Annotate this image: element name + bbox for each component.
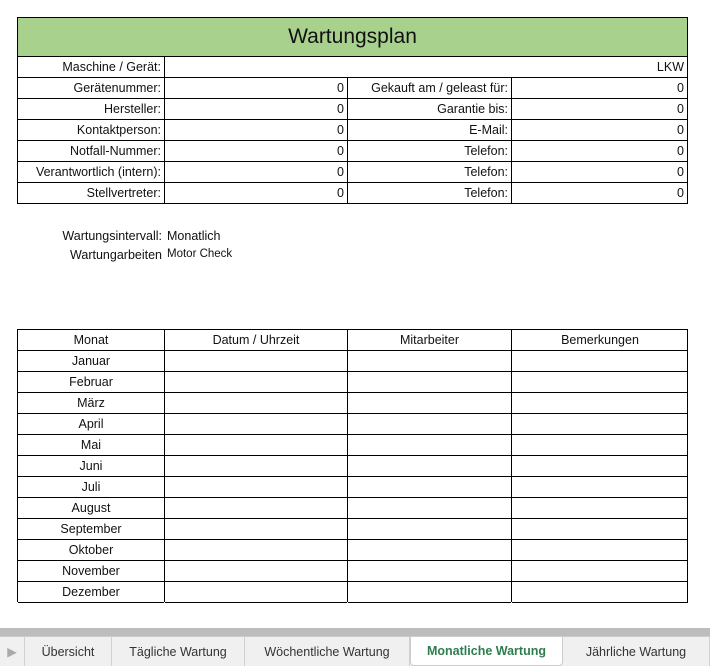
table-cell[interactable]	[512, 498, 688, 519]
table-cell[interactable]	[165, 456, 347, 477]
table-cell[interactable]	[348, 351, 511, 372]
table-cell[interactable]	[348, 582, 511, 603]
table-cell[interactable]	[165, 561, 347, 582]
table-cell[interactable]	[165, 393, 347, 414]
column-header: Monat	[18, 330, 164, 351]
table-cell[interactable]	[165, 372, 347, 393]
table-cell[interactable]	[512, 582, 688, 603]
machine-label: Maschine / Gerät:	[18, 57, 164, 78]
column-header: Mitarbeiter	[348, 330, 511, 351]
work-value[interactable]: Motor Check	[167, 248, 233, 260]
month-cell: April	[18, 414, 164, 435]
table-cell[interactable]	[512, 393, 688, 414]
info-label: Telefon:	[348, 141, 511, 162]
month-cell: August	[18, 498, 164, 519]
info-value[interactable]: 0	[165, 99, 347, 120]
month-cell: März	[18, 393, 164, 414]
table-cell[interactable]	[348, 540, 511, 561]
info-value[interactable]: 0	[165, 183, 347, 204]
info-label: Verantwortlich (intern):	[18, 162, 164, 183]
table-cell[interactable]	[165, 582, 347, 603]
month-cell: Oktober	[18, 540, 164, 561]
table-cell[interactable]	[512, 435, 688, 456]
info-value[interactable]: 0	[512, 78, 687, 99]
border	[687, 57, 688, 204]
info-value[interactable]: 0	[165, 120, 347, 141]
info-value[interactable]: 0	[165, 78, 347, 99]
table-cell[interactable]	[348, 519, 511, 540]
table-cell[interactable]	[348, 498, 511, 519]
table-cell[interactable]	[348, 372, 511, 393]
interval-label: Wartungsintervall:	[62, 229, 162, 243]
table-cell[interactable]	[165, 351, 347, 372]
table-cell[interactable]	[512, 477, 688, 498]
info-value[interactable]: 0	[512, 141, 687, 162]
month-cell: November	[18, 561, 164, 582]
month-cell: Februar	[18, 372, 164, 393]
info-value[interactable]: 0	[165, 162, 347, 183]
info-label: Notfall-Nummer:	[18, 141, 164, 162]
month-cell: Juni	[18, 456, 164, 477]
info-value[interactable]: 0	[512, 99, 687, 120]
scrollbar[interactable]	[0, 628, 710, 636]
info-label: Gerätenummer:	[18, 78, 164, 99]
table-cell[interactable]	[165, 498, 347, 519]
sheet-tab[interactable]: Übersicht	[25, 637, 112, 666]
info-label: Gekauft am / geleast für:	[348, 78, 511, 99]
info-label: Telefon:	[348, 162, 511, 183]
sheet-title[interactable]: Wartungsplan	[17, 17, 688, 57]
sheet-tab[interactable]: Wöchentliche Wartung	[245, 637, 410, 666]
month-cell: Juli	[18, 477, 164, 498]
month-cell: September	[18, 519, 164, 540]
info-label: Telefon:	[348, 183, 511, 204]
info-value[interactable]: 0	[512, 120, 687, 141]
table-cell[interactable]	[512, 372, 688, 393]
table-cell[interactable]	[512, 540, 688, 561]
info-label: Stellvertreter:	[18, 183, 164, 204]
table-cell[interactable]	[348, 477, 511, 498]
sheet-tabs	[0, 636, 710, 666]
sheet-tab[interactable]: Jährliche Wartung	[563, 637, 710, 666]
info-value[interactable]: 0	[512, 183, 687, 204]
table-cell[interactable]	[165, 519, 347, 540]
sheet-tab[interactable]: Tägliche Wartung	[112, 637, 245, 666]
info-value[interactable]: 0	[165, 141, 347, 162]
table-cell[interactable]	[165, 414, 347, 435]
scroll-tabs-icon[interactable]: ▶	[0, 637, 25, 666]
table-cell[interactable]	[348, 456, 511, 477]
column-header: Bemerkungen	[512, 330, 688, 351]
work-label: Wartungarbeiten	[70, 248, 162, 262]
column-header: Datum / Uhrzeit	[165, 330, 347, 351]
month-cell: Mai	[18, 435, 164, 456]
interval-value[interactable]: Monatlich	[167, 229, 221, 243]
info-label: Hersteller:	[18, 99, 164, 120]
month-cell: Dezember	[18, 582, 164, 603]
table-cell[interactable]	[165, 477, 347, 498]
table-cell[interactable]	[348, 414, 511, 435]
table-cell[interactable]	[512, 456, 688, 477]
info-label: Garantie bis:	[348, 99, 511, 120]
table-cell[interactable]	[512, 561, 688, 582]
table-cell[interactable]	[512, 414, 688, 435]
table-cell[interactable]	[165, 540, 347, 561]
info-label: E-Mail:	[348, 120, 511, 141]
table-cell[interactable]	[165, 435, 347, 456]
table-cell[interactable]	[348, 561, 511, 582]
machine-value[interactable]: LKW	[165, 57, 687, 78]
month-cell: Januar	[18, 351, 164, 372]
info-label: Kontaktperson:	[18, 120, 164, 141]
table-cell[interactable]	[512, 351, 688, 372]
table-cell[interactable]	[348, 435, 511, 456]
info-value[interactable]: 0	[512, 162, 687, 183]
sheet-tab[interactable]: Monatliche Wartung	[410, 637, 563, 666]
table-cell[interactable]	[512, 519, 688, 540]
table-cell[interactable]	[348, 393, 511, 414]
